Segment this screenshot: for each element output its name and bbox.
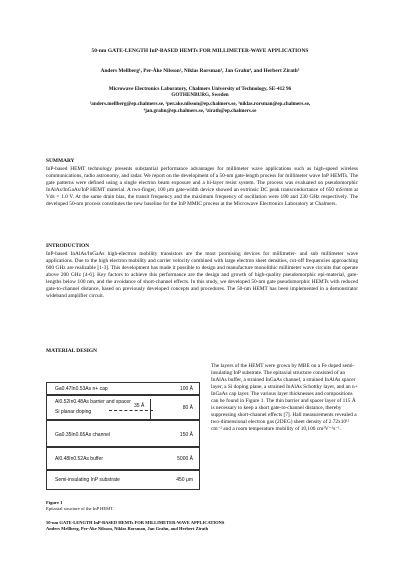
substrate-layer-label: Semi-insulating InP substrate xyxy=(55,477,120,483)
summary-heading: SUMMARY xyxy=(46,158,75,164)
cap-layer-thickness: 100 Å xyxy=(179,386,193,392)
introduction-heading: INTRODUCTION xyxy=(46,243,90,249)
footer-authors: Anders Mellberg, Per-Åke Nilsson, Niklas Rorsman, Jan Grahn, and Herbert Zirath xyxy=(46,526,209,531)
buffer-layer xyxy=(46,447,200,470)
barrier-thickness: 80 Å xyxy=(182,405,193,411)
doping-plane-line xyxy=(109,410,153,411)
cap-layer xyxy=(46,382,200,395)
material-design-paragraph: The layers of the HEMT were grown by MBE on a Fe doped semi-insulating InP substrate. The epitaxial structure consisted of an InAlAs buffer, a strained InGaAs channel, a strained InAlAs spacer layer, a Si doping plane, a strained InAlAs Schottky layer, and an n+ InGaAs cap layer. The various layer thicknesses and compositions can be found in Figure 1. The thin barrier and spacer layer of 115 Å is necessary to keep a short gate-to-channel distance, thereby suppressing short-channel effects [7]. Hall measurements revealed a two-dimensional electron gas (2DEG) sheet density of 2.72x10¹² cm⁻² and a room temperature mobility of 10,100 cm²V⁻¹s⁻¹. xyxy=(211,363,358,433)
affiliation xyxy=(0,86,400,99)
barrier-layer-label: Al0.52In0.48As barrier and spacer xyxy=(55,399,131,405)
footer-title: 50-nm GATE-LENGTH InP-BASED HEMTs FOR MILLIMETER-WAVE APPLICATIONS xyxy=(46,520,225,525)
email-line-1: ¹anders.mellberg@ep.chalmers.se, ²per.ake.nilsson@ep.chalmers.se, ³niklas.rorsman@ep.chalmers.se, xyxy=(89,101,311,107)
doping-label: Si planar doping xyxy=(55,409,92,415)
thickness-bracket xyxy=(150,399,151,419)
substrate-layer-thickness: 450 μm xyxy=(176,477,193,483)
figure-caption-label: Figure 1 xyxy=(46,500,63,505)
figure-caption xyxy=(46,500,114,512)
buffer-layer-thickness: 5000 Å xyxy=(177,456,193,462)
introduction-paragraph: InP-based InAlAs/InGaAs high-electron mobility transistors are the most promising devices for millimeter- and sub millimeter wave applications. Due to the high electron mobility and carrier velocity combined with large electron sheet densities, cut-off frequencies approaching 600 GHz are realizable [1-3]. This development has made it possible to design and manufacture monolithic millimeter wave circuits that operate above 200 GHz [4-6]. Key factors to achieve this performance are the design and growth of high-quality pseudomorphic epi-material, gate-lengths below 100 nm, and the avoidance of short-channel effects. In this study, we developed 50-nm gate pseudomorphic HEMTs with reduced gate-to-channel distance, based on previously developed concepts and procedures. The 50-nm HEMT has been implemented in a demonstrator wideband amplifier circuit. xyxy=(46,251,358,300)
summary-paragraph: InP-based HEMT technology presents substantial performance advantages for millimeter wave applications such as high-speed wireless communications, radio astronomy, and radar. We report on the development of a 50-nm gate-length process for millimeter wave InP HEMTs. The gate patterns were defined using a single electron beam exposure and a bi-layer resist system. The process was evaluated on pseudomorphic InAlAs/InGaAs/InP HEMT material. A two-finger, 100 μm gate-width device showed an extrinsic DC peak transconductance of 650 mS/mm at Vds = 1.0 V. At the same drain bias, the transit frequency and the maximum frequency of oscillation were 180 and 230 GHz respectively. The developed 50-nm process constitutes the new baseline for the InP MMIC process at the Microwave Electronics Laboratory at Chalmers. xyxy=(46,166,358,208)
channel-layer-label: Ga0.35In0.65As channel xyxy=(55,432,111,438)
email-line-2: ⁴jan.grahn@ep.chalmers.se, ⁵zirath@ep.chalmers.se xyxy=(143,107,257,114)
spacer-thickness: 35 Å xyxy=(134,403,145,409)
author-list: Anders Mellberg¹, Per-Åke Nilsson², Niklas Rorsman³, Jan Grahn⁴, and Herbert Zirath⁵ xyxy=(100,68,300,74)
figure-caption-text: Epitaxial structure of the InP HEMT. xyxy=(46,506,114,511)
email-list xyxy=(0,101,400,114)
channel-layer xyxy=(46,420,200,447)
epitaxial-structure-figure xyxy=(46,382,200,492)
barrier-spacer-layer xyxy=(46,395,200,420)
page-footer xyxy=(46,520,224,532)
paper-title: 50-nm GATE-LENGTH InP-BASED HEMTs FOR MILLIMETER-WAVE APPLICATIONS xyxy=(91,48,309,54)
substrate-layer xyxy=(46,470,200,490)
material-design-heading: MATERIAL DESIGN xyxy=(46,348,97,354)
channel-layer-thickness: 150 Å xyxy=(179,432,193,438)
buffer-layer-label: Al0.48In0.52As buffer xyxy=(55,456,103,462)
cap-layer-label: Ga0.47In0.53As n+ cap xyxy=(55,386,108,392)
affiliation-line-1: Microwave Electronics Laboratory, Chalmers University of Technology, SE-412 96 xyxy=(108,86,292,92)
affiliation-line-2: GOTHENBURG, Sweden xyxy=(171,92,229,99)
